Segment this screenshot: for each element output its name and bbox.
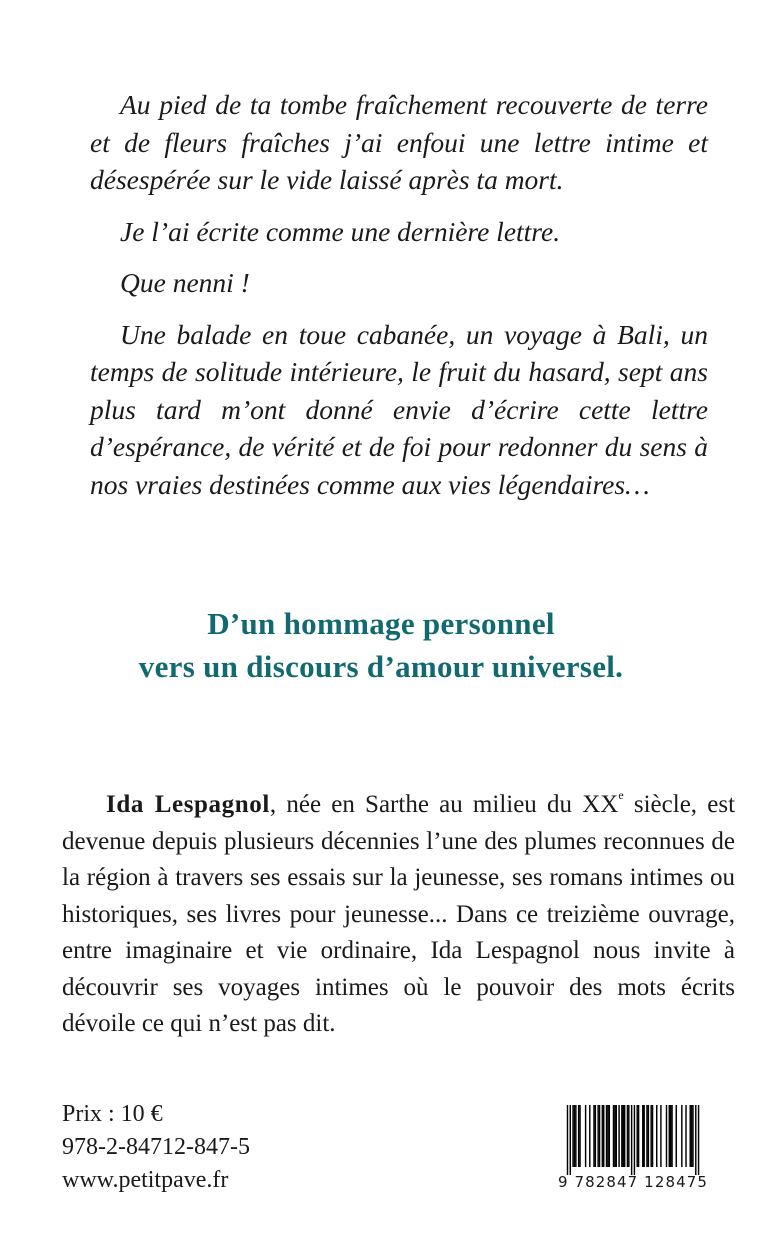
- barcode-bar: [613, 1105, 614, 1167]
- barcode-digits: 9 782847 128475: [557, 1173, 709, 1191]
- isbn-label: 978-2-84712-847-5: [62, 1134, 250, 1160]
- barcode-bar: [606, 1105, 607, 1167]
- blurb-paragraph-3: Que nenni !: [120, 267, 250, 298]
- barcode-bar: [656, 1105, 657, 1167]
- barcode-bar: [670, 1105, 671, 1167]
- barcode-bar: [631, 1105, 632, 1175]
- blurb-paragraph-4: Une balade en toue cabanée, un voyage à Bali, un temps de solitude intérieure, le fruit du hasard, sept ans plus tard m’ont donné envie d’écrire cette lettre d’espérance, de vérité et de foi pour redonner du sens à nos vraies destinées comme aux vies légendaires…: [90, 318, 708, 500]
- back-cover-blurb: [90, 86, 708, 503]
- barcode-bar: [579, 1105, 580, 1167]
- barcode-bar: [624, 1105, 625, 1167]
- barcode-bar: [575, 1105, 576, 1167]
- barcode-bar: [648, 1105, 649, 1167]
- barcode-bar: [607, 1105, 608, 1167]
- author-bio-paragraph: [62, 787, 735, 1043]
- century-superscript: e: [618, 788, 624, 802]
- barcode-bar: [691, 1105, 692, 1167]
- barcode-bar: [643, 1105, 644, 1167]
- barcode-bar: [616, 1105, 617, 1167]
- barcode-bar: [589, 1105, 590, 1167]
- barcode-bar: [685, 1105, 686, 1167]
- barcode-bar: [660, 1105, 661, 1167]
- tagline-line-2: vers un discours d’amour universel.: [138, 649, 624, 684]
- barcode-bar: [634, 1105, 635, 1175]
- blurb-paragraph-2: Je l’ai écrite comme une dernière lettre.: [120, 215, 561, 247]
- bio-text-start: , née en Sarthe au milieu du XX: [269, 791, 619, 818]
- barcode-bar: [692, 1105, 693, 1167]
- barcode-bar: [638, 1105, 639, 1167]
- barcode-bar: [614, 1105, 615, 1167]
- barcode-bar: [636, 1105, 637, 1167]
- barcode-bar: [646, 1105, 647, 1167]
- author-name: Ida Lespagnol: [106, 791, 270, 818]
- barcode-bar: [652, 1105, 653, 1167]
- barcode-bar: [642, 1105, 643, 1167]
- isbn-barcode: [557, 1105, 709, 1192]
- barcode-bars: [557, 1105, 709, 1175]
- barcode-bar: [628, 1105, 629, 1167]
- barcode-bar: [570, 1105, 571, 1175]
- barcode-bar: [695, 1105, 696, 1175]
- barcode-bar: [671, 1105, 672, 1167]
- barcode-bar: [650, 1105, 651, 1167]
- barcode-bar: [669, 1105, 670, 1167]
- barcode-bar: [698, 1105, 699, 1175]
- barcode-bar: [681, 1105, 682, 1167]
- barcode-bar: [623, 1105, 624, 1167]
- barcode-bar: [572, 1105, 573, 1167]
- barcode-bar: [578, 1105, 579, 1167]
- barcode-bar: [595, 1105, 596, 1167]
- barcode-bar: [599, 1105, 600, 1167]
- barcode-bar: [593, 1105, 594, 1167]
- publication-info: [62, 1098, 250, 1197]
- barcode-bar: [676, 1105, 677, 1167]
- barcode-bar: [603, 1105, 604, 1167]
- tagline: [0, 602, 762, 688]
- barcode-bar: [621, 1105, 622, 1167]
- tagline-line-1: D’un hommage personnel: [207, 606, 555, 641]
- barcode-bar: [602, 1105, 603, 1167]
- barcode-bar: [609, 1105, 610, 1167]
- barcode-bar: [574, 1105, 575, 1167]
- barcode-bar: [618, 1105, 619, 1167]
- barcode-bar: [567, 1105, 568, 1175]
- author-bio: [62, 787, 735, 1043]
- barcode-bar: [689, 1105, 690, 1167]
- barcode-bar: [597, 1105, 598, 1167]
- barcode-bar: [627, 1105, 628, 1167]
- barcode-bar: [585, 1105, 586, 1167]
- price-label: Prix : 10 €: [62, 1101, 163, 1127]
- website-label: www.petitpave.fr: [62, 1167, 229, 1193]
- barcode-bar: [666, 1105, 667, 1167]
- bio-text-rest: siècle, est devenue depuis plusieurs décennies l’une des plumes reconnues de la région à travers ses essais sur la jeunesse, ses romans intimes ou historiques, ses livres pour jeunesse... Dans ce treizième ouvrage, entre imaginaire et vie ordinaire, Ida Lespagnol nous invite à découvrir ses voyages intimes où le pouvoir des mots écrits dévoile ce qui n’est pas dit.: [62, 791, 736, 1037]
- blurb-paragraph-1: Au pied de ta tombe fraîchement recouverte de terre et de fleurs fraîches j’ai enfoui une lettre intime et désespérée sur le vide laissé après ta mort.: [90, 89, 708, 195]
